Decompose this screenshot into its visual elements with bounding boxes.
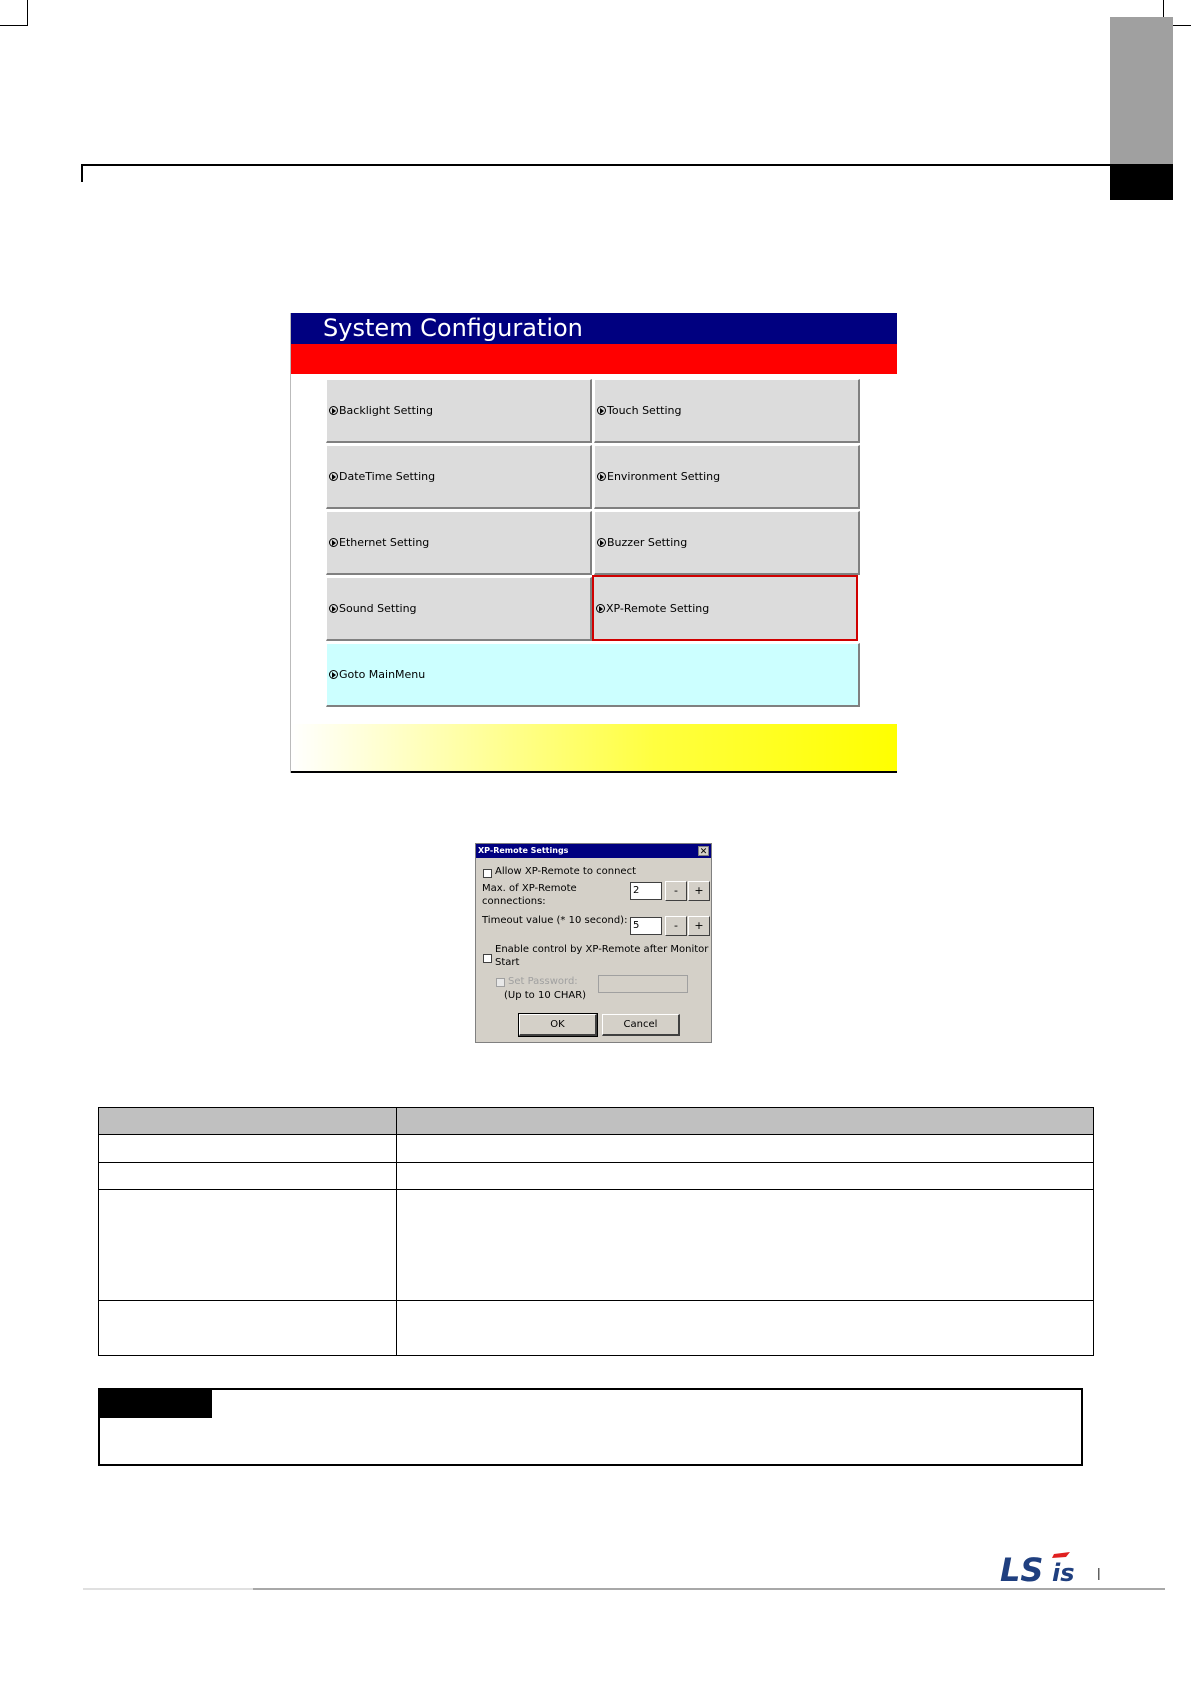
table-cell xyxy=(99,1301,397,1356)
note-label xyxy=(98,1388,212,1418)
allow-connect-label: Allow XP-Remote to connect xyxy=(495,866,636,877)
dialog-title: XP-Remote Settings xyxy=(478,846,569,855)
button-label: Buzzer Setting xyxy=(607,536,688,549)
xp-remote-settings-dialog xyxy=(475,843,712,1043)
note-box xyxy=(98,1388,1083,1466)
table-cell xyxy=(397,1135,1094,1163)
environment-setting-button[interactable] xyxy=(594,445,860,509)
arrow-circle-icon xyxy=(329,604,338,613)
max-connections-increment-button[interactable]: + xyxy=(688,881,710,901)
button-label: Touch Setting xyxy=(607,404,682,417)
xp-remote-setting-button[interactable] xyxy=(592,575,858,641)
cancel-button[interactable]: Cancel xyxy=(602,1014,680,1036)
arrow-circle-icon xyxy=(597,406,606,415)
button-label: Sound Setting xyxy=(339,602,417,615)
crop-mark-top-left-v xyxy=(27,0,28,26)
enable-control-checkbox[interactable] xyxy=(483,954,492,963)
table-row xyxy=(99,1190,1094,1301)
set-password-label: Set Password: xyxy=(508,976,578,987)
table-row xyxy=(99,1301,1094,1356)
chapter-tab-marker xyxy=(1110,164,1173,200)
crop-mark-top-left-h xyxy=(0,25,28,26)
dialog-titlebar xyxy=(476,844,711,858)
goto-mainmenu-button[interactable] xyxy=(326,643,860,707)
table-header-cell xyxy=(397,1108,1094,1135)
arrow-circle-icon xyxy=(329,538,338,547)
password-field[interactable] xyxy=(598,975,688,993)
button-label: Backlight Setting xyxy=(339,404,433,417)
arrow-circle-icon xyxy=(329,472,338,481)
arrow-circle-icon xyxy=(597,472,606,481)
footer-rule xyxy=(253,1588,1165,1590)
table-header-row xyxy=(99,1108,1094,1135)
sound-setting-button[interactable] xyxy=(326,577,592,641)
password-hint: (Up to 10 CHAR) xyxy=(504,990,587,1001)
button-label: Goto MainMenu xyxy=(339,668,426,681)
table-header-cell xyxy=(99,1108,397,1135)
max-connections-label-1: Max. of XP-Remote xyxy=(482,883,577,894)
title-accent-bar xyxy=(291,344,897,374)
max-connections-label-2: connections: xyxy=(482,896,546,907)
enable-control-label-2: Start xyxy=(495,957,520,968)
table-cell xyxy=(99,1190,397,1301)
system-configuration-title: System Configuration xyxy=(291,313,897,344)
allow-connect-checkbox[interactable] xyxy=(483,869,492,878)
button-label: DateTime Setting xyxy=(339,470,436,483)
footer-rule-left xyxy=(83,1588,253,1590)
button-label: Environment Setting xyxy=(607,470,721,483)
close-icon[interactable]: ✕ xyxy=(699,847,708,857)
set-password-checkbox[interactable] xyxy=(496,978,505,987)
arrow-circle-icon xyxy=(597,538,606,547)
svg-text:is: is xyxy=(1052,1559,1075,1587)
table-row xyxy=(99,1163,1094,1190)
arrow-circle-icon xyxy=(329,406,338,415)
table-cell xyxy=(397,1190,1094,1301)
table-row xyxy=(99,1135,1094,1163)
datetime-setting-button[interactable] xyxy=(326,445,592,509)
system-configuration-screen xyxy=(290,313,897,773)
screen-bottom-line xyxy=(291,771,897,773)
svg-text:LS: LS xyxy=(1000,1551,1044,1588)
footer-gradient-bar xyxy=(291,724,897,771)
timeout-increment-button[interactable]: + xyxy=(688,916,710,936)
touch-setting-button[interactable] xyxy=(594,379,860,443)
max-connections-decrement-button[interactable]: - xyxy=(665,881,687,901)
chapter-tab xyxy=(1110,17,1173,164)
timeout-decrement-button[interactable]: - xyxy=(665,916,687,936)
button-label: XP-Remote Setting xyxy=(606,601,710,615)
max-connections-field[interactable]: 2 xyxy=(630,882,662,900)
table-cell xyxy=(99,1163,397,1190)
arrow-circle-icon xyxy=(596,604,605,613)
backlight-setting-button[interactable] xyxy=(326,379,592,443)
settings-table xyxy=(98,1107,1094,1356)
table-cell xyxy=(99,1135,397,1163)
header-rule-tick xyxy=(81,164,83,182)
ok-button[interactable]: OK xyxy=(519,1014,597,1036)
header-rule xyxy=(81,164,1110,166)
ls-is-logo xyxy=(1000,1548,1100,1588)
ethernet-setting-button[interactable] xyxy=(326,511,592,575)
timeout-label: Timeout value (* 10 second): xyxy=(482,915,628,926)
timeout-field[interactable]: 5 xyxy=(630,917,662,935)
table-cell xyxy=(397,1163,1094,1190)
arrow-circle-icon xyxy=(329,670,338,679)
enable-control-label-1: Enable control by XP-Remote after Monitor xyxy=(495,944,709,955)
button-label: Ethernet Setting xyxy=(339,536,430,549)
buzzer-setting-button[interactable] xyxy=(594,511,860,575)
table-cell xyxy=(397,1301,1094,1356)
